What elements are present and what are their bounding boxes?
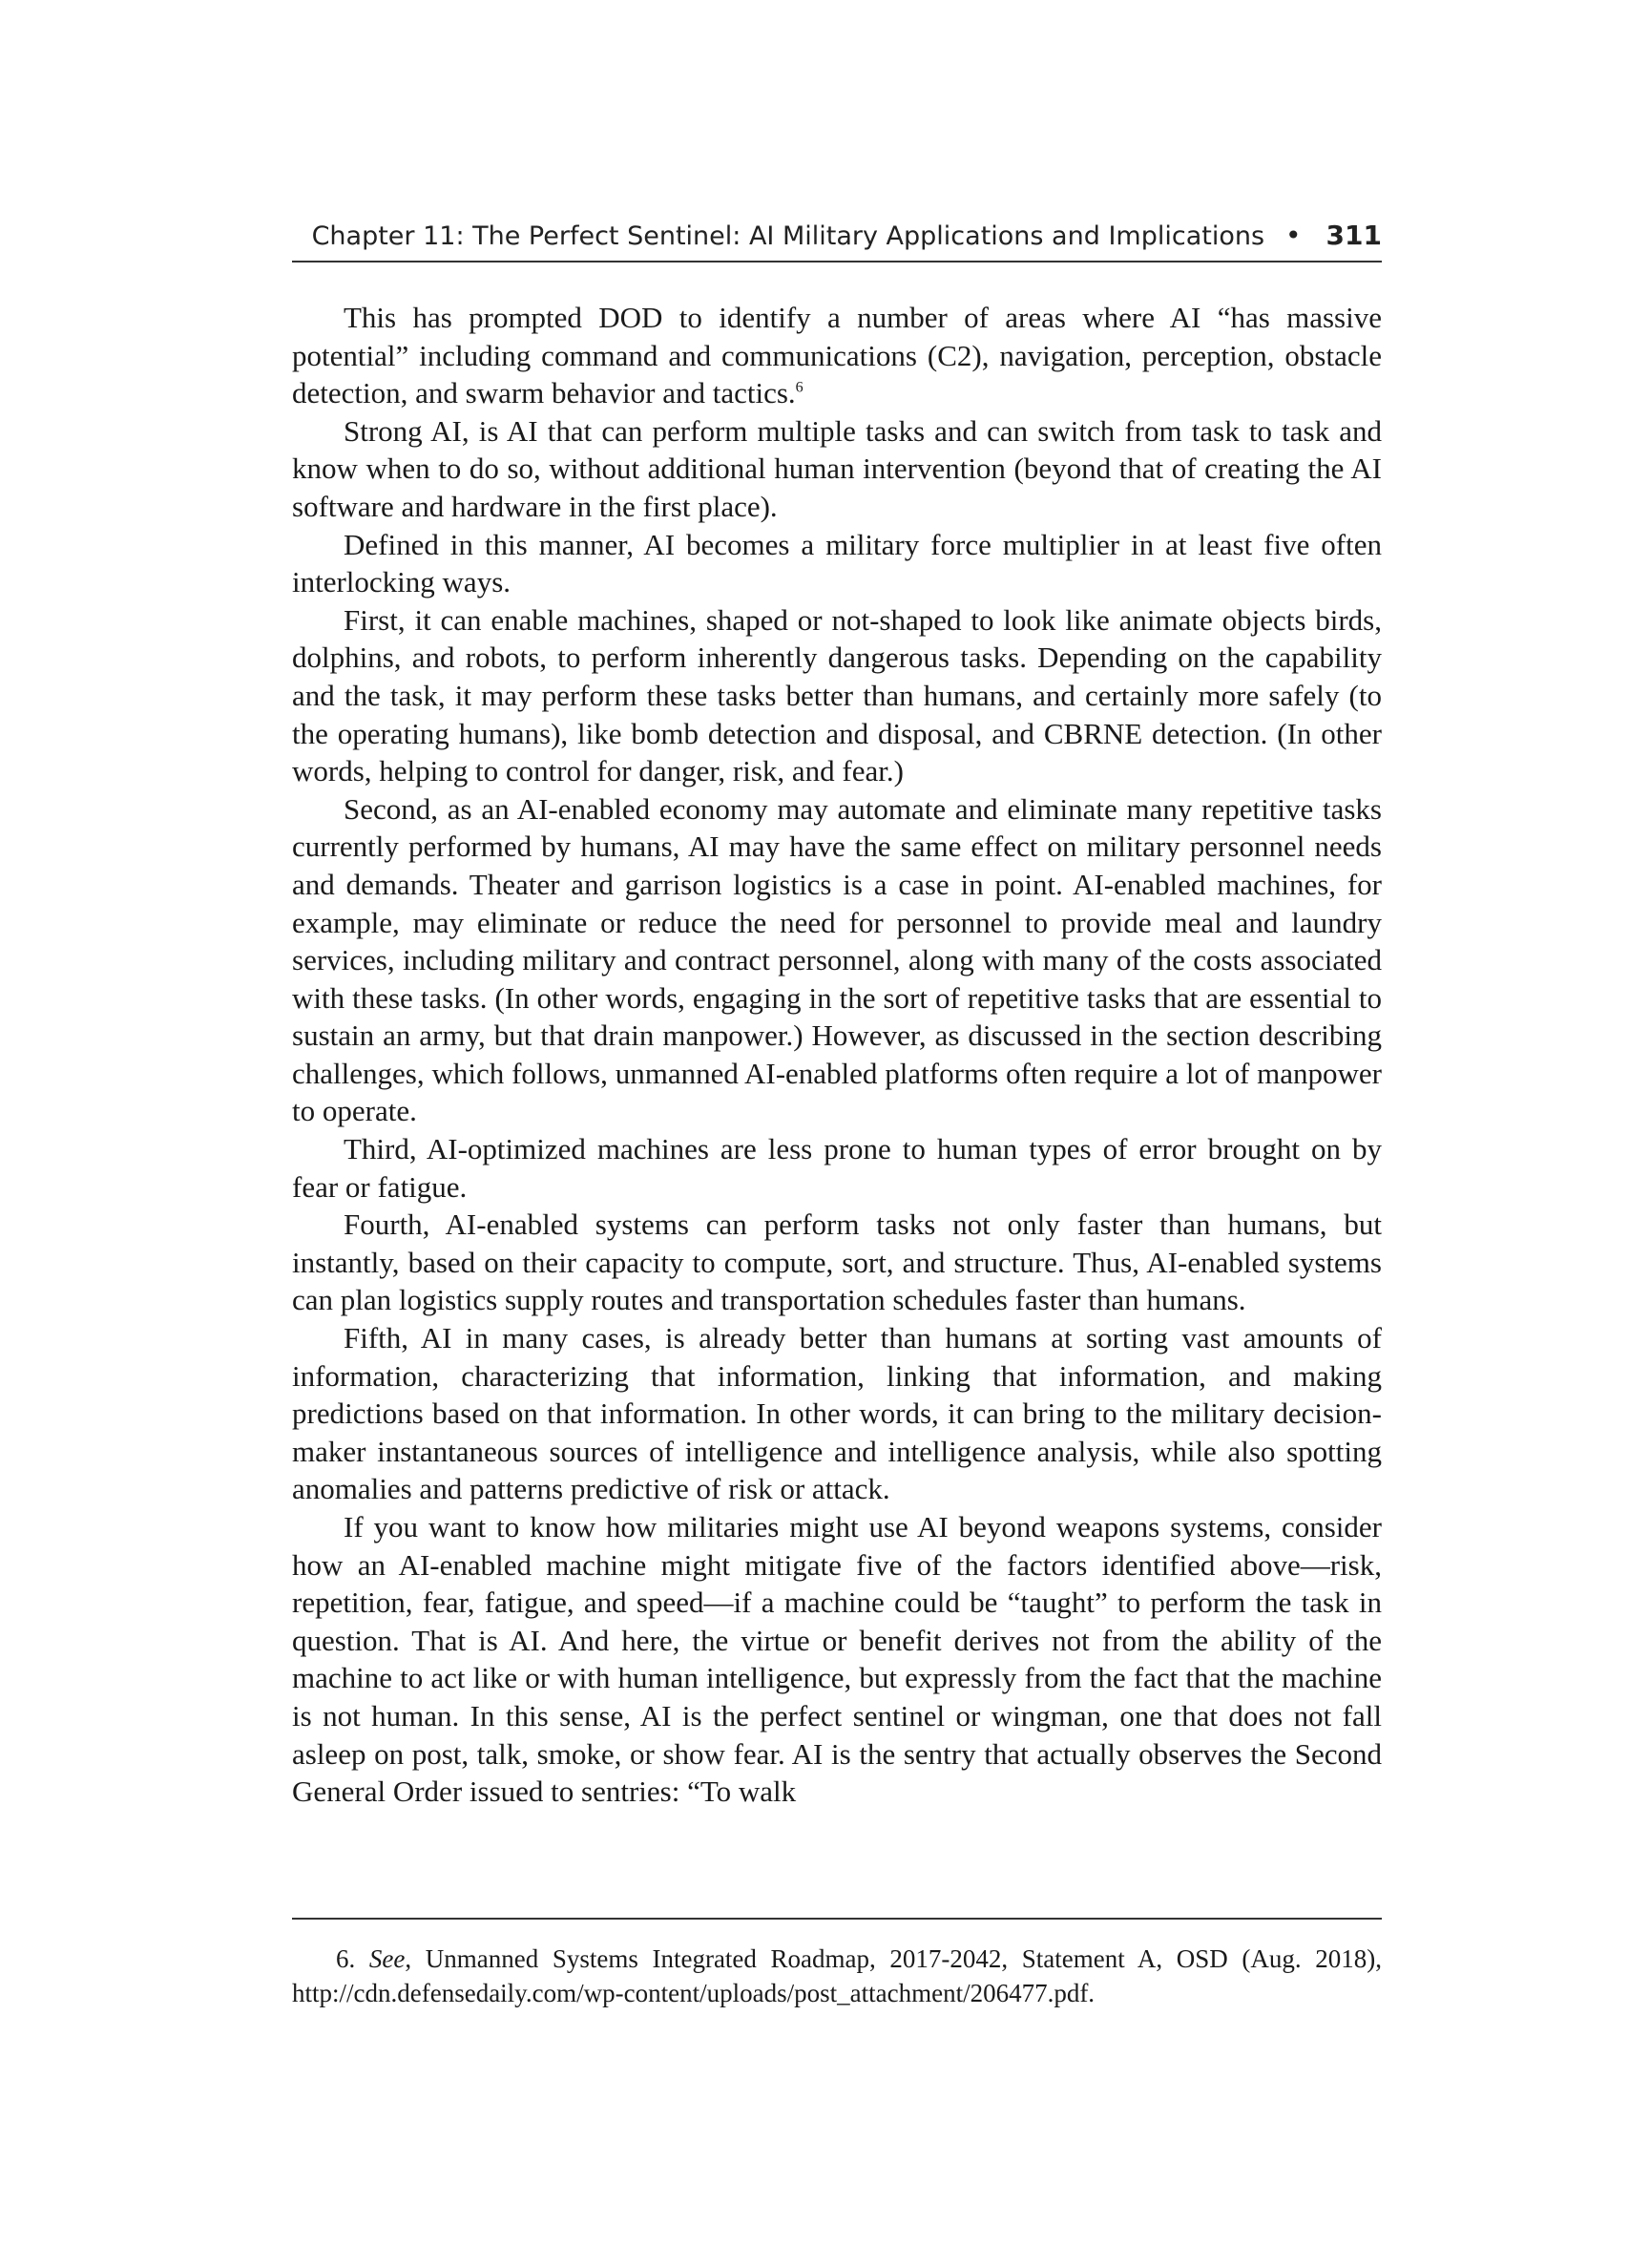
header-separator: • (1285, 220, 1302, 251)
paragraph-6: Third, AI-optimized machines are less prone to human types of error brought on by fear or fatigue. (292, 1132, 1382, 1204)
paragraph-1 (292, 299, 1382, 412)
footnote-ref-6[interactable]: 6 (795, 379, 804, 396)
paragraph-8: Fifth, AI in many cases, is already better than humans at sorting vast amounts of information, characterizing that information, linking that information, and making predictions based on that information. In other words, it can bring to the military decision-maker instantaneous sources of intelligence and intelligence analysis, while also spotting anomalies and patterns predictive of risk or attack. (292, 1321, 1382, 1506)
paragraph-4: First, it can enable machines, shaped or not-shaped to look like animate objects birds, dolphins, and robots, to perform inherently dangerous tasks. Depending on the capability and the task, it may perform these tasks better than humans, and certainly more safely (to the operating humans), like bomb detection and disposal, and CBRNE detection. (In other words, helping to control for danger, risk, and fear.) (292, 602, 1382, 788)
footnotes (292, 1942, 1382, 2010)
paragraph-text: This has prompted DOD to identify a number of areas where AI “has massive potential” including command and communications (C2), navigation, perception, obstacle detection, and swarm behavior and tactics. (292, 301, 1382, 410)
paragraph-7: Fourth, AI-enabled systems can perform tasks not only faster than humans, but instantly, based on their capacity to compute, sort, and structure. Thus, AI-enabled systems can plan logistics supply routes and transportation schedules faster than humans. (292, 1208, 1382, 1317)
footnote-6 (292, 1942, 1382, 2010)
paragraph-2: Strong AI, is AI that can perform multiple tasks and can switch from task to task and know when to do so, without additional human intervention (beyond that of creating the AI software and hardware in the first place). (292, 413, 1382, 523)
paragraph-9: If you want to know how militaries might use AI beyond weapons systems, consider how an AI-enabled machine might mitigate five of the factors identified above—risk, repetition, fear, fatigue, and speed—if a machine could be “taught” to perform the task in question. That is AI. And here, the virtue or benefit derives not from the ability of the machine to act like or with human intelligence, but expressly from the fact that the machine is not human. In this sense, AI is the perfect sentinel or wingman, one that does not fall asleep on post, talk, smoke, or show fear. AI is the sentry that actually observes the Second General Order issued to sentries: “To walk (292, 1510, 1382, 1809)
paragraph-5: Second, as an AI-enabled economy may automate and eliminate many repetitive tasks currently performed by humans, AI may have the same effect on military personnel needs and demands. Theater and garrison logistics is a case in point. AI-enabled machines, for example, may eliminate or reduce the need for personnel to provide meal and laundry services, including military and contract personnel, along with many of the costs associated with these tasks. (In other words, engaging in the sort of repetitive tasks that are essential to sustain an army, but that drain manpower.) However, as discussed in the section describing challenges, which follows, unmanned AI-enabled platforms often require a lot of manpower to operate. (292, 791, 1382, 1128)
footnote-rule (292, 1918, 1382, 1920)
running-header (292, 220, 1382, 262)
footnote-number: 6. (336, 1944, 356, 1973)
footnote-see: See (368, 1944, 406, 1973)
running-title: Chapter 11: The Perfect Sentinel: AI Military Applications and Implications (311, 221, 1265, 251)
paragraph-3: Defined in this manner, AI becomes a military force multiplier in at least five often interlocking ways. (292, 527, 1382, 599)
header-rule (292, 261, 1382, 262)
page-number: 311 (1325, 220, 1382, 251)
footnote-text: , Unmanned Systems Integrated Roadmap, 2017-2042, Statement A, OSD (Aug. 2018), http://cdn.defensedaily.com/wp-content/uploads/post_attachment/206477.pdf. (292, 1944, 1383, 2007)
body-text (292, 299, 1382, 1811)
